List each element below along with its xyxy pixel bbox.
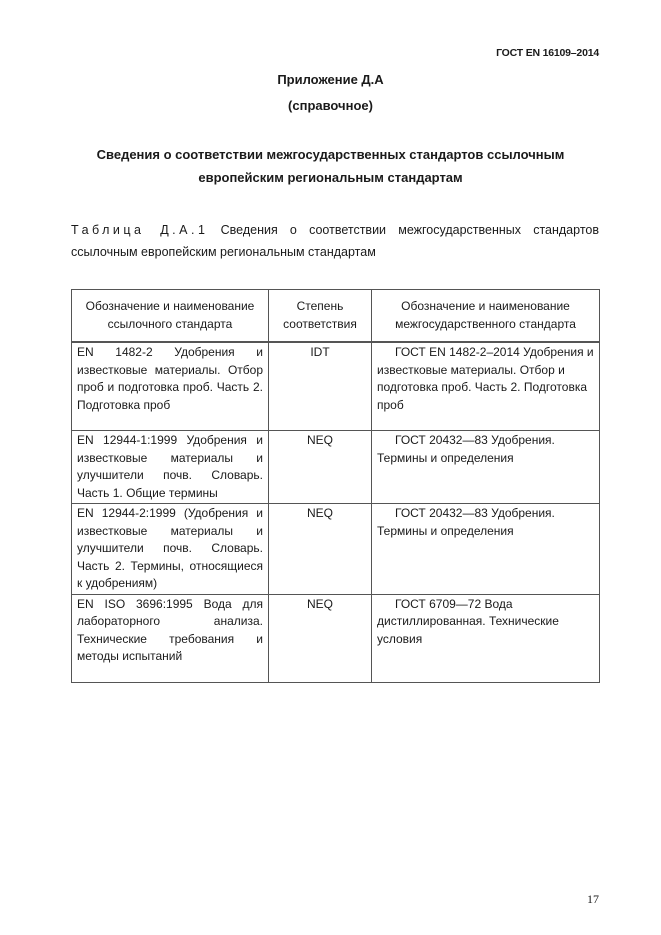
degree-cell: NEQ [269, 594, 372, 682]
table-row [72, 504, 600, 595]
header-interstate-standard: Обозначение и наименование межгосударственного стандарта [372, 290, 600, 343]
reference-standard-cell: EN 12944-1:1999 Удобрения и известковые материалы и улучшители почв. Словарь. Часть 1. Общие термины [72, 431, 269, 504]
reference-standard-cell: EN ISO 3696:1995 Вода для лабораторного анализа. Технические требования и методы испытаний [72, 594, 269, 682]
table-row [72, 431, 600, 504]
reference-standard-cell: EN 12944-2:1999 (Удобрения и известковые материалы и улучшители почв. Словарь. Часть 2. Термины, относящиеся к удобрениям) [72, 504, 269, 595]
degree-cell: NEQ [269, 431, 372, 504]
annex-title: Приложение Д.А [277, 72, 384, 87]
interstate-standard-cell: ГОСТ 6709—72 Вода дистиллированная. Технические условия [372, 594, 600, 682]
document-code: ГОСТ EN 16109–2014 [496, 47, 599, 59]
reference-standard-cell: EN 1482-2 Удобрения и известковые материалы. Отбор проб и подготовка проб. Часть 2. Подготовка проб [72, 342, 269, 431]
header-reference-standard: Обозначение и наименование ссылочного стандарта [72, 290, 269, 343]
table-caption-label: Таблица Д.А.1 [71, 223, 209, 237]
degree-cell: NEQ [269, 504, 372, 595]
table-caption-text: Сведения о соответствии межгосударственных стандартов ссылочным европейским региональным стандартам [71, 223, 599, 259]
table-row [72, 342, 600, 431]
table-row [72, 594, 600, 682]
interstate-standard-cell: ГОСТ EN 1482-2–2014 Удобрения и известковые материалы. Отбор и подготовка проб. Часть 2. Подготовка проб [372, 342, 600, 431]
annex-subtitle: (справочное) [288, 98, 373, 113]
section-title: Сведения о соответствии межгосударственных стандартов ссылочным европейским региональным стандартам [96, 147, 565, 185]
table-caption [71, 219, 599, 263]
interstate-standard-cell: ГОСТ 20432—83 Удобрения. Термины и определения [372, 431, 600, 504]
degree-cell: IDT [269, 342, 372, 431]
correspondence-table [71, 289, 600, 683]
header-degree: Степень соответствия [269, 290, 372, 343]
interstate-standard-cell: ГОСТ 20432—83 Удобрения. Термины и определения [372, 504, 600, 595]
page-number: 17 [587, 892, 599, 906]
table-header-row [72, 290, 600, 343]
